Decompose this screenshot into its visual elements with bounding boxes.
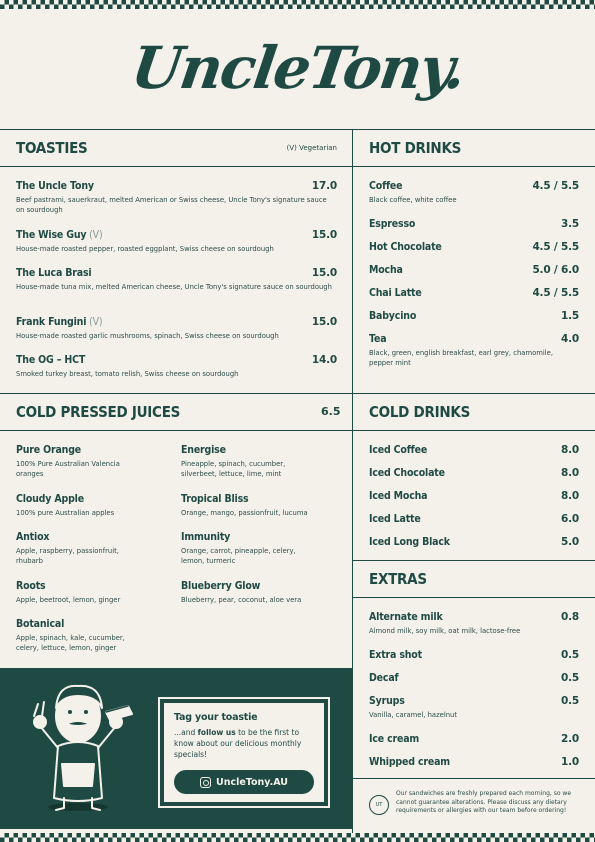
menu-item-description: Blueberry, pear, coconut, aloe vera <box>181 596 302 604</box>
menu-item-name-text: Pure Orange <box>16 444 82 456</box>
menu-item-price: 1.5 <box>560 310 579 322</box>
menu-item-description: 100% pure Australian apples <box>16 509 115 517</box>
menu-item-price: 8.0 <box>560 444 579 456</box>
menu-item-name <box>16 531 129 543</box>
vegetarian-note: (V) Vegetarian <box>286 144 337 152</box>
menu-item <box>181 531 316 566</box>
menu-item-name-text: Alternate milk <box>369 611 443 623</box>
menu-item-name <box>369 444 558 456</box>
divider <box>0 430 595 431</box>
menu-item-description: House-made tuna mix, melted American cheese, Uncle Tony's signature sauce on sourdough <box>16 283 332 291</box>
menu-item-name-text: Hot Chocolate <box>369 241 442 253</box>
menu-item-name-text: Energise <box>181 444 226 456</box>
menu-item-description: Vanilla, caramel, hazelnut <box>369 711 458 719</box>
menu-item-name-text: Antiox <box>16 531 50 543</box>
menu-item <box>369 467 579 479</box>
menu-item-name <box>369 218 558 230</box>
menu-item-price: 15.0 <box>311 267 337 279</box>
instagram-handle: UncleTony.AU <box>215 776 289 788</box>
menu-item-name-text: Blueberry Glow <box>181 580 261 592</box>
menu-item-name-text: Iced Long Black <box>369 536 450 548</box>
menu-item-name-text: Decaf <box>369 672 399 684</box>
menu-item-name <box>369 264 558 276</box>
social-text <box>174 727 314 760</box>
menu-item-name-text: Iced Mocha <box>369 490 428 502</box>
menu-item-name <box>16 493 129 505</box>
menu-item-name-text: Coffee <box>369 180 403 192</box>
menu-item-price: 0.5 <box>560 649 579 661</box>
menu-item <box>369 611 579 636</box>
menu-item-description: Apple, spinach, kale, cucumber, celery, lettuce, lemon, ginger <box>16 634 125 652</box>
menu-item-name <box>16 580 129 592</box>
menu-item-description: Apple, beetroot, lemon, ginger <box>16 596 121 604</box>
menu-item-name-text: Mocha <box>369 264 403 276</box>
menu-item <box>369 490 579 502</box>
menu-item-name-text: Iced Latte <box>369 513 421 525</box>
menu-item <box>16 531 141 566</box>
menu-item-name-text: Iced Chocolate <box>369 467 445 479</box>
menu-item-name-text: Ice cream <box>369 733 420 745</box>
menu-item-description: Orange, carrot, pineapple, celery, lemon, turmeric <box>181 547 296 565</box>
menu-item <box>16 493 141 518</box>
menu-item-name-text: Espresso <box>369 218 416 230</box>
social-title: Tag your toastie <box>174 712 258 723</box>
menu-item-price: 5.0 <box>560 536 579 548</box>
brand-logo <box>0 28 595 128</box>
menu-item-price: 15.0 <box>311 229 337 241</box>
menu-item <box>369 264 579 276</box>
menu-item-name <box>369 490 558 502</box>
menu-item-description: Beef pastrami, sauerkraut, melted American or Swiss cheese, Uncle Tony's signature sauce on sourdough <box>16 196 327 214</box>
menu-item-name <box>181 580 303 592</box>
menu-item-name-text: Cloudy Apple <box>16 493 84 505</box>
menu-item <box>16 444 141 479</box>
menu-item-price: 4.0 <box>560 333 579 345</box>
checker-border-top <box>0 0 595 9</box>
menu-item-price: 4.5 / 5.5 <box>532 180 579 192</box>
menu-item-description: Smoked turkey breast, tomato relish, Swiss cheese on sourdough <box>16 370 239 378</box>
social-text-bold: follow us <box>197 728 236 737</box>
menu-item-name <box>369 180 558 192</box>
divider <box>353 778 595 779</box>
divider <box>0 393 595 394</box>
menu-item-name <box>369 756 558 768</box>
menu-item-name <box>369 467 558 479</box>
menu-item-price: 0.5 <box>560 672 579 684</box>
section-title-hot-drinks: HOT DRINKS <box>369 139 462 157</box>
menu-item-name <box>16 354 305 366</box>
menu-item <box>16 618 141 653</box>
menu-item-price: 4.5 / 5.5 <box>532 287 579 299</box>
menu-item-description: Pineapple, spinach, cucumber, silverbeet, lettuce, lime, mint <box>181 460 286 478</box>
menu-item <box>369 733 579 745</box>
menu-item-price: 14.0 <box>311 354 337 366</box>
menu-item-price: 0.5 <box>560 695 579 707</box>
menu-item <box>369 241 579 253</box>
menu-item-name <box>16 267 305 279</box>
menu-item-name <box>16 618 129 630</box>
menu-item <box>16 267 337 292</box>
menu-item-price: 2.0 <box>560 733 579 745</box>
menu-item-price: 1.0 <box>560 756 579 768</box>
vegetarian-marker: (V) <box>86 229 103 241</box>
menu-item <box>369 180 579 205</box>
menu-item-description: Almond milk, soy milk, oat milk, lactose-free <box>369 627 521 635</box>
menu-item <box>369 333 579 368</box>
social-text-post: to be the first to know about our delicious monthly specials! <box>174 728 302 759</box>
footer-note: Our sandwiches are freshly prepared each morning, so we cannot guarantee alterations. Please discuss any dietary requirements or allergies with our team before ordering! <box>396 790 572 814</box>
menu-item <box>16 354 337 379</box>
menu-item <box>369 672 579 684</box>
menu-item-name <box>369 513 558 525</box>
checker-border-bottom <box>0 833 595 842</box>
menu-item <box>16 580 141 605</box>
section-title-extras: EXTRAS <box>369 570 427 588</box>
menu-item-name-text: Babycino <box>369 310 417 322</box>
menu-item-name-text: Extra shot <box>369 649 422 661</box>
menu-item-name <box>369 611 558 623</box>
menu-item <box>369 513 579 525</box>
menu-item-name <box>369 333 558 345</box>
menu-item-name-text: Immunity <box>181 531 231 543</box>
menu-item <box>369 536 579 548</box>
menu-item-name <box>16 316 305 328</box>
menu-item-name <box>369 241 558 253</box>
section-title-cold-drinks: COLD DRINKS <box>369 403 471 421</box>
menu-item <box>369 756 579 768</box>
section-title-juices: COLD PRESSED JUICES <box>16 403 181 421</box>
divider <box>353 597 595 598</box>
menu-item-price: 6.0 <box>560 513 579 525</box>
juices-price: 6.5 <box>321 405 341 418</box>
vegetarian-marker: (V) <box>86 316 103 328</box>
social-card <box>158 697 330 808</box>
menu-item-price: 3.5 <box>560 218 579 230</box>
menu-item-name <box>369 310 558 322</box>
menu-item-name-text: Whipped cream <box>369 756 450 768</box>
menu-item-name <box>181 493 303 505</box>
menu-item-name <box>16 180 305 192</box>
menu-item-name-text: Roots <box>16 580 46 592</box>
logo-text: UncleTony. <box>126 34 469 102</box>
menu-item-name-text: Tea <box>369 333 387 345</box>
menu-item-name <box>369 672 558 684</box>
divider <box>0 166 595 167</box>
menu-item-name-text: Tropical Bliss <box>181 493 249 505</box>
menu-item <box>16 229 337 254</box>
section-title-toasties: TOASTIES <box>16 139 88 157</box>
menu-item-name-text: The Uncle Tony <box>16 180 94 192</box>
menu-item <box>16 316 337 341</box>
menu-item-description: Orange, mango, passionfruit, lucuma <box>181 509 308 517</box>
menu-item-price: 0.8 <box>560 611 579 623</box>
menu-item <box>181 580 316 605</box>
menu-item-description: Black, green, english breakfast, earl grey, chamomile, pepper mint <box>369 349 553 367</box>
menu-item <box>369 695 579 720</box>
menu-item-name <box>369 733 558 745</box>
menu-item-name-text: Syrups <box>369 695 405 707</box>
menu-item <box>369 444 579 456</box>
uncle-tony-badge-icon: UT <box>369 795 389 815</box>
menu-item-name-text: Botanical <box>16 618 65 630</box>
menu-item-name-text: The Wise Guy <box>16 229 87 241</box>
menu-item-description: Apple, raspberry, passionfruit, rhubarb <box>16 547 119 565</box>
menu-item-name <box>16 229 305 241</box>
menu-item-description: Black coffee, white coffee <box>369 196 457 204</box>
menu-item-name <box>369 695 558 707</box>
menu-item-name-text: The Luca Brasi <box>16 267 92 279</box>
menu-item <box>369 287 579 299</box>
menu-item-name <box>369 536 558 548</box>
mascot-illustration <box>18 676 138 816</box>
menu-item <box>16 180 337 215</box>
menu-item-name <box>181 531 303 543</box>
menu-item-name <box>369 287 558 299</box>
menu-item-name <box>369 649 558 661</box>
menu-item-price: 15.0 <box>311 316 337 328</box>
menu-item-description: House-made roasted pepper, roasted eggplant, Swiss cheese on sourdough <box>16 245 274 253</box>
menu-item <box>369 218 579 230</box>
menu-item-name <box>181 444 303 456</box>
menu-item-price: 4.5 / 5.5 <box>532 241 579 253</box>
menu-item <box>181 444 316 479</box>
divider <box>353 560 595 561</box>
instagram-handle-button[interactable] <box>174 770 314 794</box>
menu-item-name-text: The OG – HCT <box>16 354 86 366</box>
menu-item <box>181 493 316 518</box>
divider <box>0 129 595 130</box>
menu-item-name-text: Frank Fungini <box>16 316 87 328</box>
menu-item-price: 8.0 <box>560 467 579 479</box>
social-text-pre: ...and <box>174 728 198 737</box>
menu-item-price: 17.0 <box>311 180 337 192</box>
menu-item-description: 100% Pure Australian Valencia oranges <box>16 460 120 478</box>
menu-item-name-text: Chai Latte <box>369 287 422 299</box>
menu-item <box>369 310 579 322</box>
menu-item-price: 5.0 / 6.0 <box>532 264 579 276</box>
menu-item-name <box>16 444 129 456</box>
menu-item <box>369 649 579 661</box>
instagram-icon <box>200 777 211 788</box>
menu-item-description: House-made roasted garlic mushrooms, spinach, Swiss cheese on sourdough <box>16 332 279 340</box>
menu-item-price: 8.0 <box>560 490 579 502</box>
menu-item-name-text: Iced Coffee <box>369 444 428 456</box>
